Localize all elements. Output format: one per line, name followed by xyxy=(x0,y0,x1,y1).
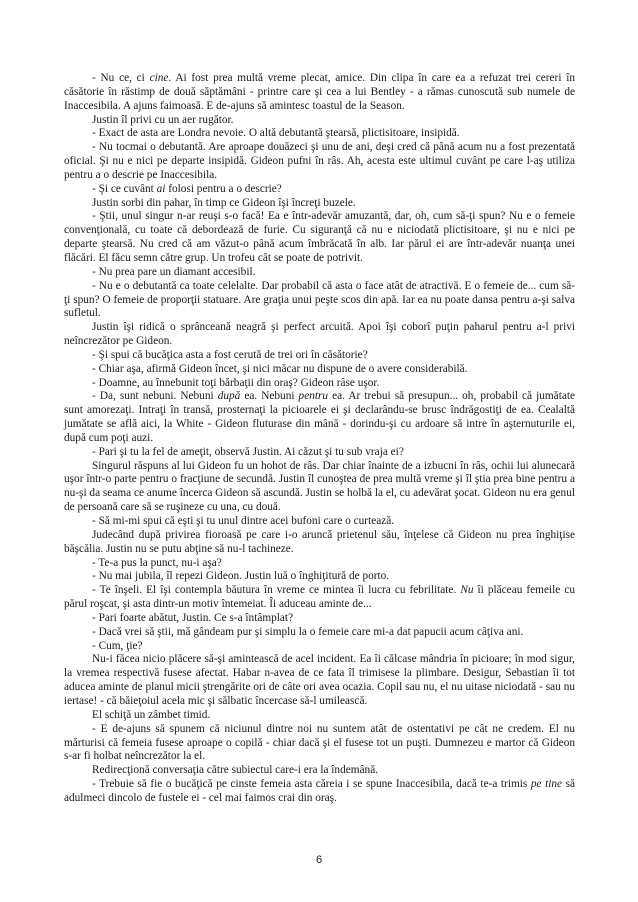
text-run: - Să mi-mi spui că eşti şi tu unul dintre acei bufoni care o curtează. xyxy=(92,515,395,527)
paragraph xyxy=(64,197,575,211)
paragraph xyxy=(64,515,575,529)
paragraph xyxy=(64,183,575,197)
paragraph xyxy=(64,390,575,445)
text-run: - Da, sunt nebuni. Nebuni xyxy=(92,390,218,403)
paragraph xyxy=(64,446,575,460)
text-run: - Nu tocmai o debutantă. Are aproape douăzeci şi unu de ani, deşi cred că până acum nu a fost prezentată oficial. Şi nu e nici pe departe insipidă. Gideon pufni în râs. Ah, acesta este ultimul cuvânt pe care l-aş utiliza pentru a o descrie pe Inaccesibila. xyxy=(64,141,575,181)
body-text xyxy=(64,72,575,806)
paragraph xyxy=(64,529,575,557)
italic-text: după xyxy=(217,390,241,403)
text-run: - Ştii, unul singur n-ar reuşi s-o facă! Ea e într-adevăr amuzantă, dar, oh, cum să-ţi spun? Nu e o femeie convenţională, cu toate că debordează de furie. Cu siguranţă că nu e niciodată plictisitoare, şi nu e nici pe departe ştearsă. Nu cred că am văzut-o până acum îmbrăcată în alb. Iar părul ei are într-adevăr nuanţa unei flăcări. El făcu semn către grup. Un trofeu cât se poate de potrivit. xyxy=(64,210,575,264)
text-run: ea. Nebuni xyxy=(240,390,299,403)
text-run: Nu-i făcea nicio plăcere să-şi amintească de acel incident. Ea îi călcase mândria în picioare; în mod sigur, la vremea respectivă fusese afectat. Habar n-avea de ce fata îl trimisese la plimbare. Desigur, Sebastian îi tot aducea aminte de planul micii ştrengărite ori de câte ori avea ocazia. Copil sau nu, el nu uitase niciodată - sau nu iertase! - că băieţoiul acela mic şi sălbatic încercase să-l umilească. xyxy=(64,653,575,707)
italic-text: pe tine xyxy=(530,778,563,791)
paragraph xyxy=(64,377,575,391)
paragraph xyxy=(64,612,575,626)
italic-text: pentru xyxy=(298,390,329,403)
text-run: Singurul răspuns al lui Gideon fu un hohot de râs. Dar chiar înainte de a izbucni în râs, ochii lui alunecară uşor într-o parte pentru o fracţiune de secundă. Justin îl cunoştea de prea multă vreme şi îl ştia prea bine pentru a nu-şi da seama ce anume încerca Gideon să ascundă. Justin se holbă la el, cu adevărat şocat. Gideon nu era genul de persoană care să se ruşineze cu una, cu două. xyxy=(64,459,575,514)
paragraph xyxy=(64,363,575,377)
text-run: - Nu mai jubila, îl repezi Gideon. Justin luă o înghiţitură de porto. xyxy=(92,570,390,583)
text-run: - Dacă vrei să ştii, mă gândeam pur şi simplu la o femeie care mi-a dat papucii acum câţiva ani. xyxy=(92,625,524,638)
text-run: Justin îşi ridică o sprânceană neagră şi perfect arcuită. Apoi îşi coborî puţin paharul pentru a-l privi neîncrezător pe Gideon. xyxy=(64,321,575,348)
text-run: - Doamne, au înnebunit toţi bărbaţii din oraş? Gideon râse uşor. xyxy=(92,376,380,389)
italic-text: cine xyxy=(149,72,169,84)
text-run: - Exact de asta are Londra nevoie. O altă debutantă ştearsă, plictisitoare, insipidă. xyxy=(92,127,460,140)
text-run: Justin îl privi cu un aer rugător. xyxy=(92,113,234,126)
text-run: să adulmeci dincolo de fustele ei - cel mai faimos crai din oraş. xyxy=(64,778,575,804)
paragraph xyxy=(64,266,575,280)
text-run: - Pari foarte abătut, Justin. Ce s-a întâmplat? xyxy=(92,611,294,624)
text-run: Judecând după privirea fioroasă pe care i-o aruncă prietenul său, înţelese că Gideon nu prea înghiţise băşcălia. Justin nu se putu abţine să nu-l tachineze. xyxy=(64,528,575,555)
text-run: - Cum, ţie? xyxy=(92,639,143,652)
text-run: - Nu ce, ci xyxy=(92,72,150,84)
text-run: - Pari şi tu la fel de ameţit, observă Justin. Ai căzut şi tu sub vraja ei? xyxy=(92,445,404,458)
paragraph xyxy=(64,626,575,640)
paragraph xyxy=(64,210,575,265)
paragraph xyxy=(64,557,575,571)
text-run: ea. Ar trebui să presupun... oh, probabil că jumătate sunt amorezaţi. Intraţi în transă, prosternaţi la picioarele ei şi declarându-se brusc îndrăgostiţi de ea. Cealaltă jumătate se află aici, la White - Gideon fluturase din mână - dorindu-şi cu ardoare să intre în aşternuturile ei, după cum poţi auzi. xyxy=(64,390,575,444)
paragraph xyxy=(64,584,575,612)
paragraph xyxy=(64,764,575,778)
text-run: îi plăceau femeile cu părul roşcat, şi asta dintr-un motiv întemeiat. Îi aduceau aminte de... xyxy=(64,584,575,611)
text-run: - Chiar aşa, afirmă Gideon încet, şi nici măcar nu dispune de o avere considerabilă. xyxy=(92,362,468,375)
text-run: - Nu prea pare un diamant accesibil. xyxy=(92,265,256,278)
text-run: - Nu e o debutantă ca toate celelalte. Dar probabil că asta o face atât de atractivă. E o femeie de... cum să-ţi spun? O femeie de proporţii statuare. Are graţia unui peşte scos din apă. Iar ea nu poate dansa pentru a-şi salva sufletul. xyxy=(64,279,575,320)
paragraph xyxy=(64,460,575,515)
paragraph xyxy=(64,778,575,806)
paragraph xyxy=(64,141,575,183)
paragraph xyxy=(64,653,575,708)
text-run: - Şi ce cuvânt xyxy=(92,182,157,195)
text-run: folosi pentru a o descrie? xyxy=(165,182,282,195)
text-run: - Trebuie să fie o bucăţică pe cinste femeia asta căreia i se spune Inaccesibila, dacă te-a trimis xyxy=(92,778,531,791)
text-run: . Ai fost prea multă vreme plecat, amice. Din clipa în care ea a refuzat trei cereri în căsătorie în răstimp de două săptămâni - printre care şi cea a lui Bentley - a rămas cunoscută sub numele de Inaccesibila. A ajuns faimoasă. E de-ajuns să amintesc toastul de la Season. xyxy=(64,72,575,112)
paragraph xyxy=(64,640,575,654)
text-run: - E de-ajuns să spunem că niciunul dintre noi nu suntem atât de ostentativi pe cât ne credem. El nu mărturisi că femeia fusese aproape o copilă - chiar dacă şi el fusese tot un puşti. Dumnezeu e martor că Gideon s-ar fi holbat neîncrezător la el. xyxy=(64,722,575,763)
italic-text: Nu xyxy=(460,584,474,597)
paragraph xyxy=(64,114,575,128)
paragraph xyxy=(64,72,575,114)
paragraph xyxy=(64,709,575,723)
paragraph xyxy=(64,321,575,349)
paragraph xyxy=(64,349,575,363)
paragraph xyxy=(64,280,575,322)
text-run: Justin sorbi din pahar, în timp ce Gideon îşi încreţi buzele. xyxy=(92,196,356,209)
paragraph xyxy=(64,570,575,584)
text-run: - Şi spui că bucăţica asta a fost cerută de trei ori în căsătorie? xyxy=(92,348,368,361)
paragraph xyxy=(64,723,575,765)
text-run: - Te-a pus la punct, nu-i aşa? xyxy=(92,556,222,569)
italic-text: ai xyxy=(156,182,166,195)
text-run: Redirecţionă conversaţia către subiectul care-i era la îndemână. xyxy=(92,764,379,777)
paragraph xyxy=(64,127,575,141)
text-run: - Te înşeli. El îşi contempla băutura în vreme ce mintea îi lucra cu febrilitate. xyxy=(92,584,461,597)
page-number: 6 xyxy=(315,854,323,866)
text-run: El schiţă un zâmbet timid. xyxy=(92,708,211,721)
